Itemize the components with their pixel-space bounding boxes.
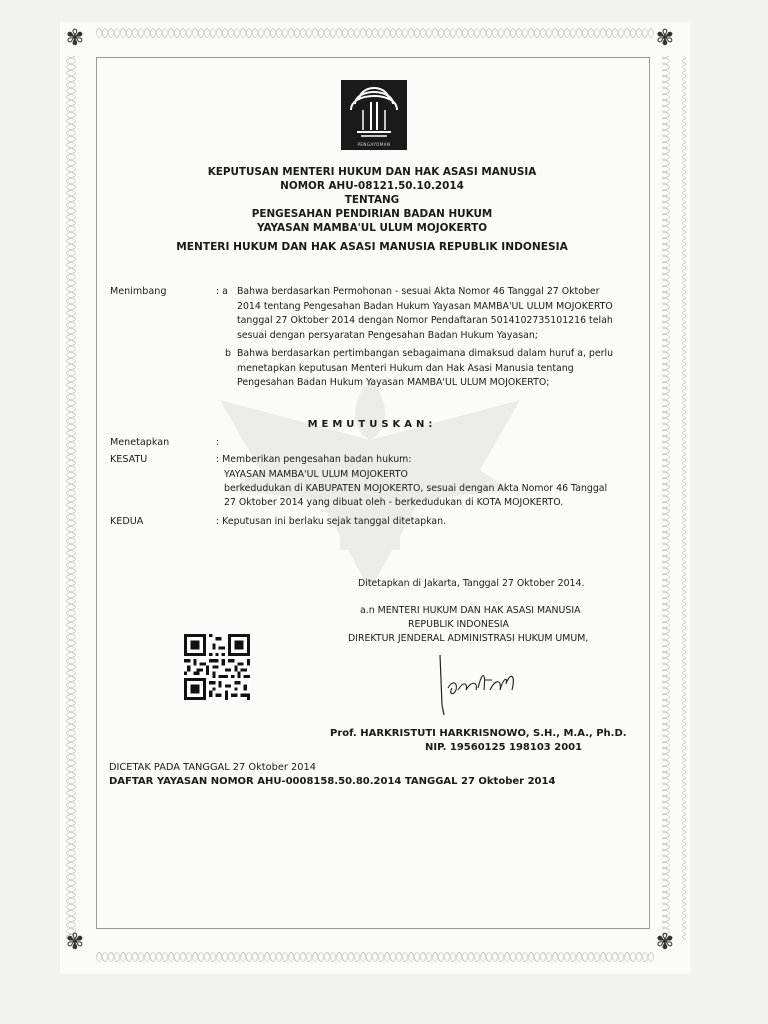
text-line: berkedudukan di KABUPATEN MOJOKERTO, sesuai dengan Akta Nomor 46 Tanggal: [224, 483, 608, 494]
handwritten-signature: [428, 650, 548, 720]
kesatu-line-1: : Memberikan pengesahan badan hukum:: [216, 454, 412, 465]
corner-ornament-icon: ✾: [65, 26, 85, 51]
decree-title: KEPUTUSAN MENTERI HUKUM DAN HAK ASASI MANUSIA: [207, 166, 537, 178]
banyan-tree-icon: [341, 80, 407, 150]
memutuskan-heading: MEMUTUSKAN:: [307, 419, 437, 430]
decree-number: NOMOR AHU-08121.50.10.2014: [280, 180, 464, 192]
foundation-name-heading: YAYASAN MAMBA'UL ULUM MOJOKERTO: [256, 222, 488, 234]
kedua-text: : Keputusan ini berlaku sejak tanggal ditetapkan.: [216, 516, 447, 527]
text-line: tanggal 27 Oktober 2014 dengan Nomor Pendaftaran 5014102735101216 telah: [237, 315, 613, 327]
registry-number: DAFTAR YAYASAN NOMOR AHU-0008158.50.80.2014 TANGGAL 27 Oktober 2014: [109, 776, 556, 787]
decree-tentang: TENTANG: [344, 194, 400, 206]
menimbang-a-text: [237, 285, 613, 344]
minister-heading: MENTERI HUKUM DAN HAK ASASI MANUSIA REPUBLIK INDONESIA: [176, 241, 568, 253]
an-minister: a.n MENTERI HUKUM DAN HAK ASASI MANUSIA: [360, 605, 581, 616]
director-general: DIREKTUR JENDERAL ADMINISTRASI HUKUM UMUM,: [348, 633, 589, 644]
kesatu-label: KESATU: [110, 454, 148, 465]
text-line: menetapkan keputusan Menteri Hukum dan Hak Asasi Manusia tentang: [237, 362, 574, 374]
menetapkan-colon: :: [216, 437, 220, 448]
kesatu-text: [224, 468, 607, 510]
republic-line: REPUBLIK INDONESIA: [408, 619, 509, 630]
printed-date: DICETAK PADA TANGGAL 27 Oktober 2014: [109, 762, 316, 773]
qr-code-icon: [184, 634, 250, 700]
pengayoman-logo: [341, 80, 407, 150]
corner-ornament-icon: ✾: [655, 930, 675, 955]
text-line: Pengesahan Badan Hukum Yayasan MAMBA'UL ULUM MOJOKERTO;: [237, 377, 550, 389]
menimbang-b-text: [237, 347, 613, 391]
menetapkan-label: Menetapkan: [110, 437, 170, 448]
text-line: sesuai dengan persyaratan Pengesahan Badan Hukum Yayasan;: [237, 330, 538, 342]
text-line: YAYASAN MAMBA'UL ULUM MOJOKERTO: [224, 469, 408, 480]
official-nip: NIP. 19560125 198103 2001: [425, 742, 583, 753]
menimbang-label: Menimbang: [110, 286, 167, 297]
text-line: 2014 tentang Pengesahan Badan Hukum Yayasan MAMBA'UL ULUM MOJOKERTO: [237, 300, 613, 312]
corner-ornament-icon: ✾: [65, 930, 85, 955]
text-line: Bahwa berdasarkan Permohonan - sesuai Akta Nomor 46 Tanggal 27 Oktober: [237, 286, 600, 297]
menimbang-a-marker: : a: [216, 286, 228, 297]
decree-subject: PENGESAHAN PENDIRIAN BADAN HUKUM: [251, 208, 493, 220]
official-name: Prof. HARKRISTUTI HARKRISNOWO, S.H., M.A., Ph.D.: [330, 728, 627, 739]
corner-ornament-icon: ✾: [655, 26, 675, 51]
menimbang-b-marker: b: [225, 348, 231, 359]
text-line: 27 Oktober 2014 yang dibuat oleh - berkedudukan di KOTA MOJOKERTO.: [224, 497, 564, 508]
logo-caption: PENGAYOMAN: [357, 142, 391, 147]
text-line: Bahwa berdasarkan pertimbangan sebagaimana dimaksud dalam huruf a, perlu: [237, 348, 614, 359]
place-date: Ditetapkan di Jakarta, Tanggal 27 Oktober 2014.: [358, 578, 585, 589]
kedua-label: KEDUA: [110, 516, 144, 527]
